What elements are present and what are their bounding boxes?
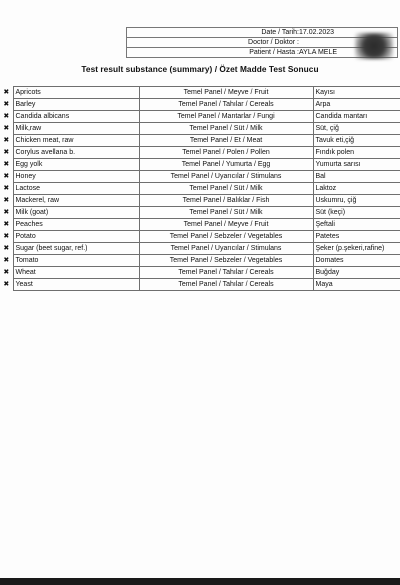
- turkish-name-cell: Buğday: [313, 267, 400, 279]
- category-cell: Temel Panel / Tahılar / Cereals: [139, 279, 313, 291]
- x-mark-icon: ✖: [0, 279, 13, 291]
- table-row: [0, 183, 400, 195]
- substance-cell: Peaches: [13, 219, 139, 231]
- table-row: [0, 255, 400, 267]
- turkish-name-cell: Candida mantarı: [313, 111, 400, 123]
- x-mark-icon: ✖: [0, 195, 13, 207]
- redaction-smudge: [355, 33, 393, 59]
- x-mark-icon: ✖: [0, 207, 13, 219]
- category-cell: Temel Panel / Sebzeler / Vegetables: [139, 231, 313, 243]
- category-cell: Temel Panel / Tahılar / Cereals: [139, 267, 313, 279]
- substance-cell: Sugar (beet sugar, ref.): [13, 243, 139, 255]
- turkish-name-cell: Şeftali: [313, 219, 400, 231]
- table-row: [0, 219, 400, 231]
- turkish-name-cell: Maya: [313, 279, 400, 291]
- turkish-name-cell: Patetes: [313, 231, 400, 243]
- x-mark-icon: ✖: [0, 255, 13, 267]
- turkish-name-cell: Şeker (p.şekeri,rafine): [313, 243, 400, 255]
- turkish-name-cell: Yumurta sarısı: [313, 159, 400, 171]
- turkish-name-cell: Laktoz: [313, 183, 400, 195]
- turkish-name-cell: Domates: [313, 255, 400, 267]
- substance-cell: Mackerel, raw: [13, 195, 139, 207]
- substance-cell: Apricots: [13, 87, 139, 99]
- patient-value: AYLA MELE: [299, 49, 338, 56]
- table-row: [0, 159, 400, 171]
- category-cell: Temel Panel / Et / Meat: [139, 135, 313, 147]
- x-mark-icon: ✖: [0, 171, 13, 183]
- category-cell: Temel Panel / Mantarlar / Fungi: [139, 111, 313, 123]
- results-table: [0, 86, 400, 291]
- turkish-name-cell: Bal: [313, 171, 400, 183]
- substance-cell: Egg yolk: [13, 159, 139, 171]
- table-row: [0, 123, 400, 135]
- x-mark-icon: ✖: [0, 231, 13, 243]
- category-cell: Temel Panel / Süt / Milk: [139, 183, 313, 195]
- substance-cell: Corylus avellana b.: [13, 147, 139, 159]
- substance-cell: Candida albicans: [13, 111, 139, 123]
- table-row: [0, 171, 400, 183]
- x-mark-icon: ✖: [0, 87, 13, 99]
- table-row: [0, 111, 400, 123]
- substance-cell: Potato: [13, 231, 139, 243]
- category-cell: Temel Panel / Tahılar / Cereals: [139, 99, 313, 111]
- table-row: [0, 267, 400, 279]
- results-table-body: [0, 87, 400, 291]
- x-mark-icon: ✖: [0, 111, 13, 123]
- substance-cell: Yeast: [13, 279, 139, 291]
- table-row: [0, 99, 400, 111]
- substance-cell: Lactose: [13, 183, 139, 195]
- substance-cell: Barley: [13, 99, 139, 111]
- substance-cell: Tomato: [13, 255, 139, 267]
- x-mark-icon: ✖: [0, 159, 13, 171]
- category-cell: Temel Panel / Balıklar / Fish: [139, 195, 313, 207]
- table-row: [0, 195, 400, 207]
- table-row: [0, 87, 400, 99]
- table-row: [0, 231, 400, 243]
- category-cell: Temel Panel / Uyarıcılar / Stimulans: [139, 171, 313, 183]
- substance-cell: Honey: [13, 171, 139, 183]
- table-row: [0, 279, 400, 291]
- x-mark-icon: ✖: [0, 135, 13, 147]
- x-mark-icon: ✖: [0, 243, 13, 255]
- turkish-name-cell: Fındık polen: [313, 147, 400, 159]
- x-mark-icon: ✖: [0, 219, 13, 231]
- category-cell: Temel Panel / Meyve / Fruit: [139, 87, 313, 99]
- turkish-name-cell: Tavuk eti,çiğ: [313, 135, 400, 147]
- turkish-name-cell: Arpa: [313, 99, 400, 111]
- category-cell: Temel Panel / Polen / Pollen: [139, 147, 313, 159]
- x-mark-icon: ✖: [0, 123, 13, 135]
- table-row: [0, 207, 400, 219]
- date-label: Date / Tarih:: [261, 29, 299, 36]
- category-cell: Temel Panel / Süt / Milk: [139, 207, 313, 219]
- x-mark-icon: ✖: [0, 147, 13, 159]
- category-cell: Temel Panel / Uyarıcılar / Stimulans: [139, 243, 313, 255]
- category-cell: Temel Panel / Süt / Milk: [139, 123, 313, 135]
- substance-cell: Chicken meat, raw: [13, 135, 139, 147]
- doctor-label: Doctor / Doktor :: [248, 39, 299, 46]
- substance-cell: Milk (goat): [13, 207, 139, 219]
- category-cell: Temel Panel / Yumurta / Egg: [139, 159, 313, 171]
- turkish-name-cell: Kayısı: [313, 87, 400, 99]
- category-cell: Temel Panel / Sebzeler / Vegetables: [139, 255, 313, 267]
- patient-label: Patient / Hasta :: [249, 49, 299, 56]
- date-value: 17.02.2023: [299, 29, 335, 36]
- table-row: [0, 147, 400, 159]
- table-row: [0, 243, 400, 255]
- turkish-name-cell: Süt (keçi): [313, 207, 400, 219]
- x-mark-icon: ✖: [0, 183, 13, 195]
- turkish-name-cell: Uskumru, çiğ: [313, 195, 400, 207]
- bottom-bar: [0, 578, 400, 585]
- x-mark-icon: ✖: [0, 99, 13, 111]
- document-title: Test result substance (summary) / Özet Madde Test Sonucu: [81, 64, 319, 74]
- substance-cell: Milk,raw: [13, 123, 139, 135]
- turkish-name-cell: Süt, çiğ: [313, 123, 400, 135]
- substance-cell: Wheat: [13, 267, 139, 279]
- category-cell: Temel Panel / Meyve / Fruit: [139, 219, 313, 231]
- table-row: [0, 135, 400, 147]
- x-mark-icon: ✖: [0, 267, 13, 279]
